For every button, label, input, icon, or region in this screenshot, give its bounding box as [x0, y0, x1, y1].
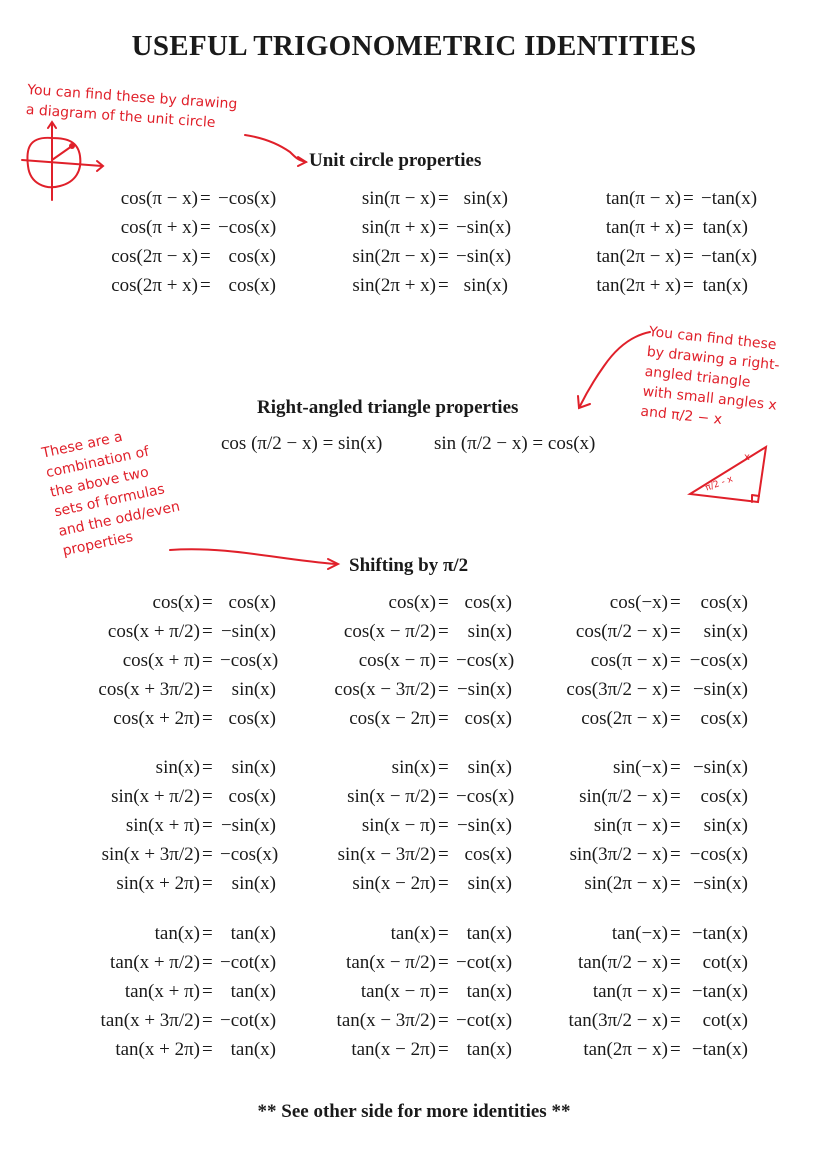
equation-lhs: cos(x + π/2): [107, 621, 200, 642]
section-heading-unit-circle: Unit circle properties: [309, 150, 482, 171]
equals-sign: =: [202, 952, 213, 973]
equals-sign: =: [670, 679, 681, 700]
equals-sign: =: [438, 815, 449, 836]
equals-sign: =: [202, 981, 213, 1002]
equals-sign: =: [200, 275, 211, 296]
equation-rhs: tan(x): [466, 1039, 512, 1060]
equals-sign: =: [670, 650, 681, 671]
equation-rhs: −cos(x): [220, 650, 279, 671]
equation-rhs: tan(x): [466, 981, 512, 1002]
equation-rhs: cos(x): [700, 708, 748, 729]
equation-rhs: sin(x): [231, 757, 276, 778]
equals-sign: =: [202, 679, 213, 700]
equals-sign: =: [670, 708, 681, 729]
equation-rhs: −cos(x): [218, 217, 277, 238]
equals-sign: =: [670, 1010, 681, 1031]
equation-rhs: cot(x): [702, 1010, 748, 1031]
equation-lhs: cos(x + 3π/2): [98, 679, 200, 700]
equation-rhs: −cot(x): [220, 952, 277, 973]
equation-rhs: −tan(x): [691, 923, 748, 944]
equation-lhs: cos(x − 3π/2): [334, 679, 436, 700]
equation-rhs: −sin(x): [456, 246, 512, 267]
equals-sign: =: [683, 217, 694, 238]
equation-rhs: tan(x): [466, 923, 512, 944]
equals-sign: =: [438, 188, 449, 209]
equation-rhs: −sin(x): [220, 815, 276, 836]
equation-rhs: cos(x): [700, 786, 748, 807]
equals-sign: =: [202, 757, 213, 778]
equation-lhs: sin(x): [155, 757, 200, 778]
equals-sign: =: [670, 786, 681, 807]
equals-sign: =: [683, 275, 694, 296]
equation-lhs: tan(x): [390, 923, 436, 944]
equation-lhs: sin(x + π): [125, 815, 200, 836]
equation-lhs: cos(x): [152, 592, 200, 613]
equation-rhs: cos(x): [464, 844, 512, 865]
equals-sign: =: [438, 217, 449, 238]
arrow-shifting-icon: [170, 549, 336, 564]
equation-lhs: cos(3π/2 − x): [566, 679, 668, 700]
equation-lhs: sin(−x): [612, 757, 668, 778]
equals-sign: =: [438, 873, 449, 894]
equation-lhs: sin(2π + x): [352, 275, 436, 296]
equals-sign: =: [438, 981, 449, 1002]
equals-sign: =: [438, 275, 449, 296]
equals-sign: =: [200, 246, 211, 267]
equation-lhs: tan(x − π/2): [346, 952, 436, 973]
equals-sign: =: [438, 679, 449, 700]
equation-lhs: sin(π/2 − x): [579, 786, 668, 807]
triangle-label-angle: π/2 - x: [704, 474, 735, 494]
equation-lhs: sin(x + 2π): [116, 873, 200, 894]
equation-rhs: cos(x): [228, 708, 276, 729]
equation-rhs: −sin(x): [456, 217, 512, 238]
equation-rhs: tan(x): [702, 275, 748, 296]
equals-sign: =: [438, 592, 449, 613]
equation-rhs: cos(x): [700, 592, 748, 613]
equation-rhs: −cos(x): [456, 786, 515, 807]
equation-rhs: −cos(x): [689, 844, 748, 865]
equation-lhs: tan(x + 3π/2): [100, 1010, 200, 1031]
equals-sign: =: [202, 923, 213, 944]
section-heading-shifting: Shifting by π/2: [349, 555, 469, 576]
equation-rhs: −tan(x): [691, 1039, 748, 1060]
equation-rhs: −tan(x): [701, 188, 758, 209]
equation-lhs: tan(x + π): [124, 981, 200, 1002]
equation-lhs: tan(2π − x): [583, 1039, 668, 1060]
equals-sign: =: [202, 873, 213, 894]
equals-sign: =: [438, 923, 449, 944]
equals-sign: =: [438, 757, 449, 778]
equation-lhs: cos(x): [388, 592, 436, 613]
equation-rhs: cot(x): [702, 952, 748, 973]
equation-lhs: cos(π + x): [120, 217, 198, 238]
equation-rhs: cos(x): [228, 592, 276, 613]
equals-sign: =: [202, 1010, 213, 1031]
equation-lhs: cos(x + π): [122, 650, 200, 671]
equation-rhs: −cot(x): [456, 1010, 513, 1031]
equation-rhs: sin(x): [231, 873, 276, 894]
equals-sign: =: [670, 592, 681, 613]
equals-sign: =: [683, 246, 694, 267]
equation-rhs: −cos(x): [456, 650, 515, 671]
equation-lhs: tan(π − x): [605, 188, 681, 209]
equals-sign: =: [670, 923, 681, 944]
arrow-unit-circle-icon: [245, 135, 306, 162]
equation-rhs: −sin(x): [692, 873, 748, 894]
equals-sign: =: [202, 708, 213, 729]
equation-lhs: tan(x + π/2): [110, 952, 200, 973]
equation-lhs: cos(2π − x): [111, 246, 198, 267]
equation-lhs: sin(2π − x): [584, 873, 668, 894]
annotation-triangle: You can find these by drawing a right- angled triangle with small angles x and π/2 − x: [639, 323, 781, 429]
equals-sign: =: [670, 1039, 681, 1060]
equation-lhs: cos(2π − x): [581, 708, 668, 729]
equals-sign: =: [200, 217, 211, 238]
triangle-equation-1: cos (π/2 − x) = sin(x): [221, 433, 383, 454]
equation-rhs: −cot(x): [220, 1010, 277, 1031]
equals-sign: =: [202, 592, 213, 613]
equals-sign: =: [438, 1010, 449, 1031]
equation-rhs: −sin(x): [456, 815, 512, 836]
equals-sign: =: [670, 873, 681, 894]
equation-rhs: sin(x): [467, 621, 512, 642]
equation-rhs: sin(x): [703, 621, 748, 642]
equals-sign: =: [438, 650, 449, 671]
equation-lhs: tan(x − 3π/2): [336, 1010, 436, 1031]
section-heading-right-triangle: Right-angled triangle properties: [257, 397, 519, 418]
triangle-equation-2: sin (π/2 − x) = cos(x): [434, 433, 596, 454]
equation-rhs: −sin(x): [220, 621, 276, 642]
equation-lhs: cos(x − π/2): [343, 621, 436, 642]
footer-note: ** See other side for more identities **: [257, 1101, 571, 1122]
equation-rhs: tan(x): [230, 981, 276, 1002]
equation-lhs: cos(x + 2π): [113, 708, 200, 729]
equation-rhs: −sin(x): [456, 679, 512, 700]
equation-lhs: sin(x − π): [361, 815, 436, 836]
equation-lhs: cos(π − x): [120, 188, 198, 209]
annotation-shifting: These are a combination of the above two sets of formulas and the odd/even properties: [40, 428, 182, 560]
equals-sign: =: [438, 621, 449, 642]
equation-lhs: sin(2π − x): [352, 246, 436, 267]
equation-lhs: sin(x + π/2): [111, 786, 200, 807]
equation-rhs: −cot(x): [456, 952, 513, 973]
equation-lhs: sin(π + x): [361, 217, 436, 238]
equals-sign: =: [202, 844, 213, 865]
equation-rhs: tan(x): [702, 217, 748, 238]
equals-sign: =: [670, 621, 681, 642]
equation-rhs: cos(x): [228, 246, 276, 267]
triangle-label-x: x: [744, 452, 750, 463]
page-title: USEFUL TRIGONOMETRIC IDENTITIES: [131, 30, 697, 62]
equation-rhs: sin(x): [467, 873, 512, 894]
equation-lhs: sin(3π/2 − x): [569, 844, 668, 865]
equation-lhs: tan(−x): [611, 923, 668, 944]
equals-sign: =: [438, 708, 449, 729]
equation-lhs: tan(x): [154, 923, 200, 944]
equals-sign: =: [200, 188, 211, 209]
equation-rhs: −tan(x): [701, 246, 758, 267]
equation-rhs: cos(x): [228, 786, 276, 807]
equation-lhs: sin(π − x): [593, 815, 668, 836]
equation-lhs: tan(π/2 − x): [578, 952, 668, 973]
equation-lhs: cos(x − π): [358, 650, 436, 671]
equation-rhs: cos(x): [464, 592, 512, 613]
equation-lhs: sin(x − 3π/2): [337, 844, 436, 865]
equation-rhs: −cos(x): [220, 844, 279, 865]
annotation-unit-circle: You can find these by drawing a diagram of the unit circle: [25, 81, 238, 132]
equation-lhs: sin(x + 3π/2): [101, 844, 200, 865]
equation-rhs: −tan(x): [691, 981, 748, 1002]
equals-sign: =: [438, 786, 449, 807]
equals-sign: =: [202, 650, 213, 671]
equals-sign: =: [202, 815, 213, 836]
equation-rhs: cos(x): [228, 275, 276, 296]
equation-lhs: cos(x − 2π): [349, 708, 436, 729]
equation-rhs: sin(x): [463, 275, 508, 296]
equation-rhs: −sin(x): [692, 679, 748, 700]
equals-sign: =: [683, 188, 694, 209]
equals-sign: =: [670, 981, 681, 1002]
equals-sign: =: [438, 952, 449, 973]
equation-rhs: −cos(x): [218, 188, 277, 209]
equation-rhs: tan(x): [230, 923, 276, 944]
equation-rhs: sin(x): [231, 679, 276, 700]
equals-sign: =: [438, 1039, 449, 1060]
equals-sign: =: [670, 844, 681, 865]
equation-lhs: tan(x − π): [360, 981, 436, 1002]
equation-lhs: cos(2π + x): [111, 275, 198, 296]
equation-rhs: sin(x): [467, 757, 512, 778]
equation-lhs: sin(x): [391, 757, 436, 778]
equals-sign: =: [202, 786, 213, 807]
equation-rhs: sin(x): [463, 188, 508, 209]
equation-rhs: −sin(x): [692, 757, 748, 778]
equation-rhs: tan(x): [230, 1039, 276, 1060]
equation-rhs: sin(x): [703, 815, 748, 836]
equation-rhs: cos(x): [464, 708, 512, 729]
equation-lhs: cos(−x): [609, 592, 668, 613]
equation-lhs: tan(x + 2π): [115, 1039, 200, 1060]
equation-lhs: tan(π + x): [605, 217, 681, 238]
equation-lhs: tan(3π/2 − x): [568, 1010, 668, 1031]
equals-sign: =: [670, 952, 681, 973]
equation-lhs: tan(π − x): [592, 981, 668, 1002]
equation-lhs: cos(π/2 − x): [575, 621, 668, 642]
equals-sign: =: [670, 757, 681, 778]
equation-lhs: cos(π − x): [590, 650, 668, 671]
equation-lhs: tan(x − 2π): [351, 1039, 436, 1060]
equation-lhs: sin(π − x): [361, 188, 436, 209]
equation-lhs: sin(x − π/2): [347, 786, 436, 807]
equation-rhs: −cos(x): [689, 650, 748, 671]
equation-lhs: tan(2π + x): [596, 275, 681, 296]
equals-sign: =: [202, 1039, 213, 1060]
equation-lhs: tan(2π − x): [596, 246, 681, 267]
equation-lhs: sin(x − 2π): [352, 873, 436, 894]
equals-sign: =: [438, 246, 449, 267]
equals-sign: =: [438, 844, 449, 865]
equals-sign: =: [202, 621, 213, 642]
arrow-triangle-icon: [580, 332, 650, 406]
equals-sign: =: [670, 815, 681, 836]
